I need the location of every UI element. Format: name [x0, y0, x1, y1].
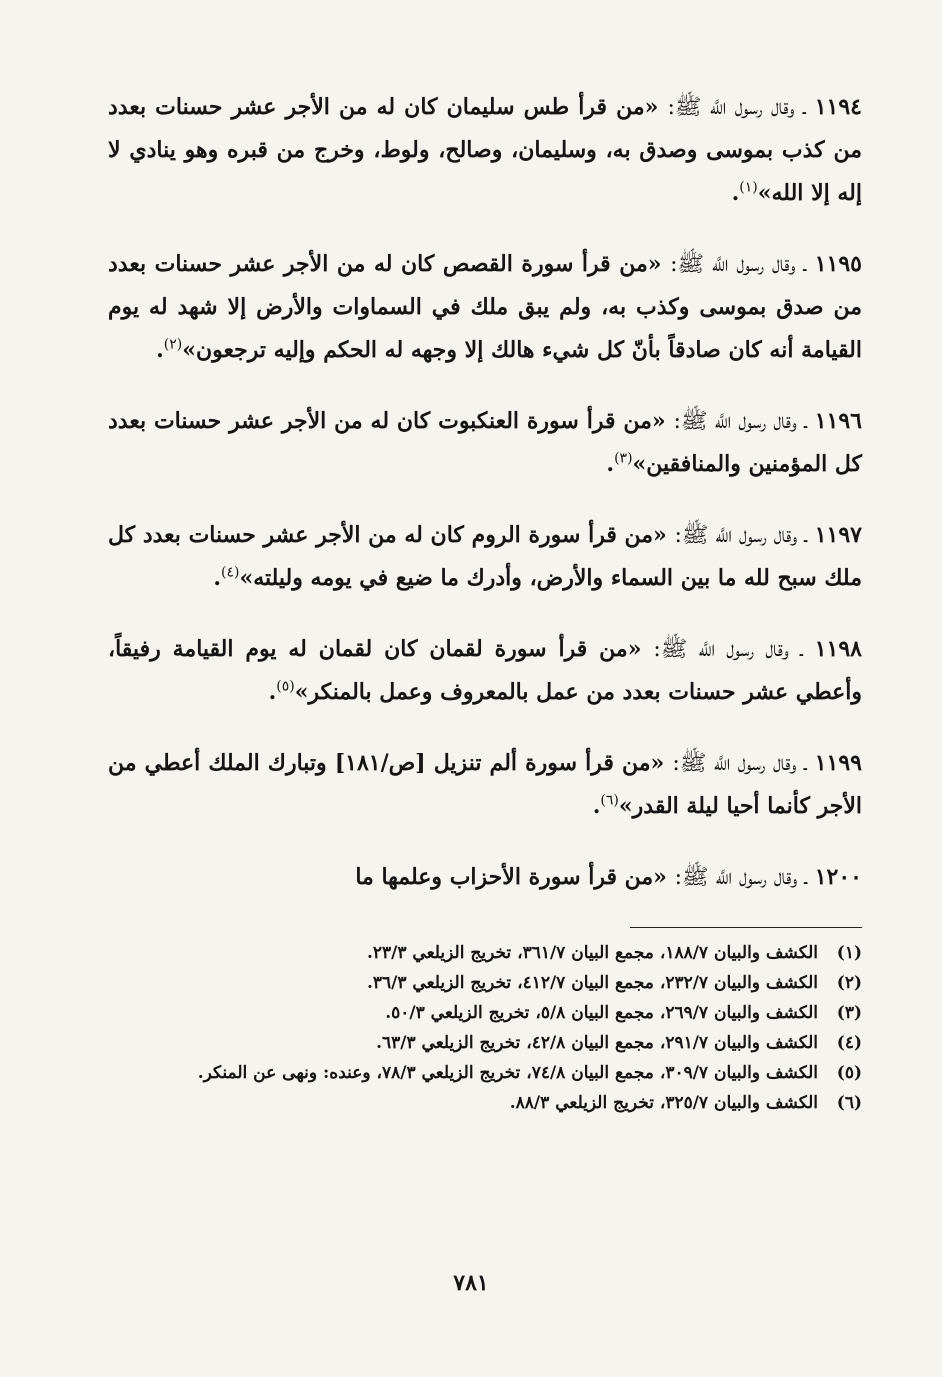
footnote-text: الكشف والبيان ٣٠٩/٧، مجمع البيان ٧٤/٨، تخريج الزيلعي ٧٨/٣، وعنده: ونهى عن المنكر. — [197, 1063, 818, 1083]
hadith-end: . — [606, 451, 615, 477]
footnote — [108, 998, 862, 1028]
hadith-number: ١٢٠٠ — [814, 864, 862, 890]
hadith-end: . — [592, 793, 601, 819]
hadith-1197 — [108, 514, 862, 600]
hadith-number: ١١٩٨ — [814, 636, 862, 662]
footnote-ref: (٢) — [163, 336, 183, 353]
hadith-number: ١١٩٦ — [814, 408, 862, 434]
footnote-text: الكشف والبيان ٢٦٩/٧، مجمع البيان ٥/٨، تخريج الزيلعي ٥٠/٣. — [385, 1003, 818, 1023]
hadith-text: «من قرأ سورة الروم كان له من الأجر عشر حسنات بعدد كل ملك سبح لله ما بين السماء والأرض، وأدرك ما ضيع في يومه وليلته» — [108, 522, 862, 591]
footnote-number: (٣) — [836, 1003, 862, 1023]
hadith-1200 — [108, 856, 862, 899]
page-number: ٧٨١ — [453, 1270, 489, 1296]
footnote — [108, 968, 862, 998]
hadith-number: ١١٩٥ — [814, 251, 862, 277]
hadith-number: ١١٩٤ — [814, 94, 862, 120]
hadith-text: «من قرأ سورة ألم تنزيل [ص/١٨١] وتبارك الملك أعطي من الأجر كأنما أحيا ليلة القدر» — [108, 750, 862, 819]
footnote-ref: (٦) — [600, 792, 619, 809]
footnote-number: (٥) — [836, 1063, 862, 1083]
hadith-1194 — [108, 86, 862, 215]
hadith-intro: ـ وقال رسول اللَّه ﷺ: — [670, 252, 807, 277]
hadith-text: «من قرأ سورة الأحزاب وعلمها ما — [355, 864, 667, 890]
hadith-number: ١١٩٧ — [814, 522, 862, 548]
hadith-end: . — [213, 565, 221, 591]
hadith-text: «من قرأ سورة لقمان كان لقمان له يوم القيامة رفيقاً، وأعطي عشر حسنات بعدد من عمل بالمعروف وعمل بالمنكر» — [108, 636, 862, 705]
hadith-1199 — [108, 742, 862, 828]
hadith-text: «من قرأ سورة القصص كان له من الأجر عشر حسنات بعدد من صدق بموسى وكذب به، ولم يبق ملك في السماوات والأرض إلا شهد له يوم القيامة أنه كان صادقاً بأنّ كل شيء هالك إلا وجهه له الحكم وإليه ترجعون» — [108, 251, 862, 363]
footnote — [108, 1088, 862, 1118]
hadith-1198 — [108, 628, 862, 714]
footnote — [108, 1058, 862, 1088]
footnote-separator — [630, 927, 862, 928]
hadith-intro: ـ وقال رسول اللَّه ﷺ: — [653, 637, 803, 662]
hadith-intro: ـ وقال رسول اللَّه ﷺ: — [674, 865, 808, 890]
footnote — [108, 1028, 862, 1058]
hadith-end: . — [268, 679, 277, 705]
hadith-intro: ـ وقال رسول اللَّه ﷺ: — [674, 523, 808, 548]
footnote-ref: (٣) — [614, 450, 633, 467]
footnote-list — [108, 938, 862, 1118]
hadith-text: «من قرأ طس سليمان كان له من الأجر عشر حسنات بعدد من كذب بموسى وصدق به، وسليمان، وصالح، ولوط، وخرج من قبره وهو ينادي لا إله إلا الله» — [108, 94, 862, 206]
footnote-text: الكشف والبيان ٢٣٢/٧، مجمع البيان ٤١٢/٧، تخريج الزيلعي ٣٦/٣. — [366, 973, 818, 993]
footnote-text: الكشف والبيان ٣٢٥/٧، تخريج الزيلعي ٨٨/٣. — [509, 1093, 818, 1113]
footnote-number: (٢) — [836, 973, 862, 993]
footnote-text: الكشف والبيان ٢٩١/٧، مجمع البيان ٤٢/٨، تخريج الزيلعي ٦٣/٣. — [376, 1033, 818, 1053]
hadith-number: ١١٩٩ — [814, 750, 862, 776]
hadith-intro: ـ وقال رسول اللَّه ﷺ: — [667, 95, 806, 120]
footnote — [108, 938, 862, 968]
hadith-1195 — [108, 243, 862, 372]
hadith-intro: ـ وقال رسول اللَّه ﷺ: — [673, 409, 807, 434]
footnote-text: الكشف والبيان ١٨٨/٧، مجمع البيان ٣٦١/٧، تخريج الزيلعي ٢٣/٣. — [366, 943, 818, 963]
footnote-ref: (١) — [739, 179, 758, 196]
footnote-ref: (٤) — [220, 564, 240, 581]
hadith-1196 — [108, 400, 862, 486]
footnote-number: (٤) — [836, 1033, 862, 1053]
hadith-intro: ـ وقال رسول اللَّه ﷺ: — [672, 751, 807, 776]
hadith-list — [108, 86, 862, 899]
hadith-end: . — [731, 180, 740, 206]
footnote-ref: (٥) — [276, 678, 295, 695]
hadith-end: . — [156, 337, 164, 363]
footnote-number: (١) — [836, 943, 862, 963]
footnote-number: (٦) — [836, 1093, 862, 1113]
hadith-text: «من قرأ سورة العنكبوت كان له من الأجر عشر حسنات بعدد كل المؤمنين والمنافقين» — [108, 408, 862, 477]
